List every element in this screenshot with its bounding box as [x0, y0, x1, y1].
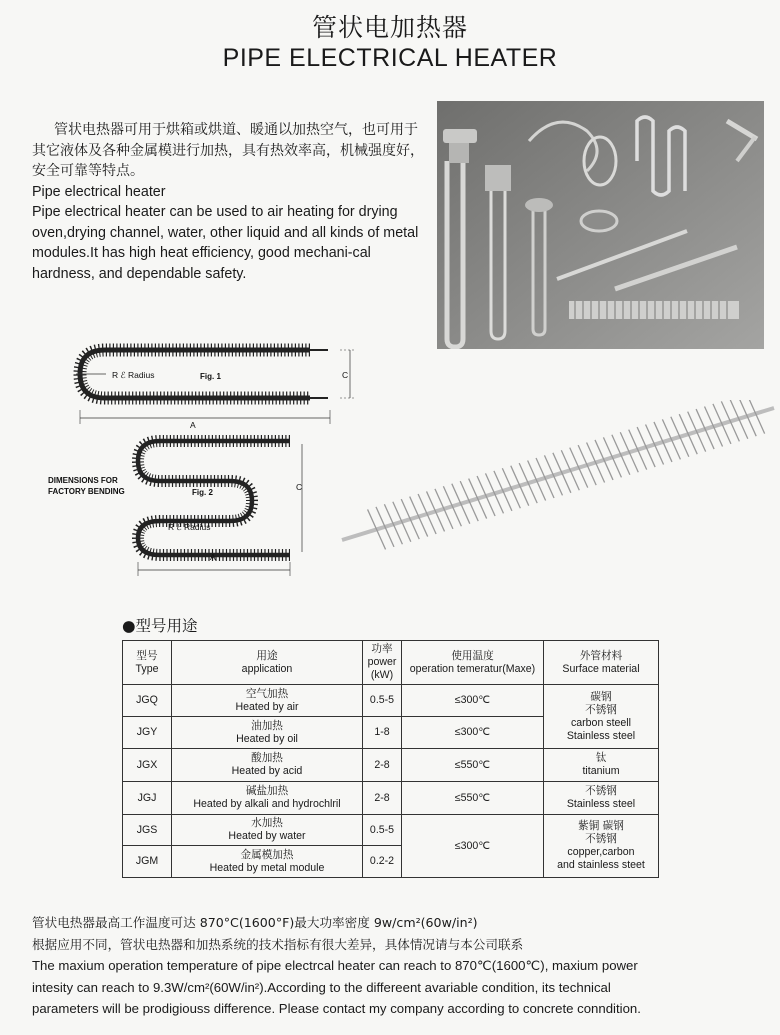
fig1-dim-a: A [190, 420, 196, 430]
fig2-dim-a: A [210, 552, 216, 562]
table-header-row [123, 641, 659, 685]
footer-cn-2: 根据应用不同，管状电热器和加热系统的技术指标有很大差异，具体情况请与本公司联系 [32, 936, 524, 952]
page-title-english: PIPE ELECTRICAL HEATER [222, 44, 558, 72]
footer-en-1: The maxium operation temperature of pipe electrcal heater can reach to 870℃(1600℃), maxium power [32, 958, 638, 973]
material-titanium: 钛 titanium [544, 749, 659, 782]
fig2-dim-c: C [296, 482, 303, 492]
footer-cn-1: 管状电热器最高工作温度可达 870°C(1600°F)最大功率密度 9w/cm²(60w/in²) [32, 915, 478, 930]
fig1-label: Fig. 1 [200, 372, 221, 381]
spec-table [122, 640, 659, 878]
table-row: JGM 金属模加热 Heated by metal module 0.2-2 [123, 846, 659, 878]
fig2-note-line2: FACTORY BENDING [48, 487, 125, 496]
table-row: JGY 油加热 Heated by oil 1-8 ≤300℃ [123, 717, 659, 749]
footer-notes [32, 912, 752, 1020]
header-power: 功率 power (kW) [363, 641, 402, 685]
table-row: JGJ 碱盐加热 Heated by alkali and hydrochlril 2-8 ≤550℃ 不锈钢 Stainless steel [123, 782, 659, 815]
footer-en-3: parameters will be prodigiouss difference. Please contact my company according to concrete conndition. [32, 1001, 641, 1016]
fig1-dim-c: C [342, 370, 349, 380]
intro-english-heading: Pipe electrical heater [32, 183, 166, 200]
bending-diagrams [40, 338, 370, 578]
finned-pipe-photo [340, 400, 780, 580]
intro-text [32, 120, 430, 284]
fig1-radius-label: R ℰ Radius [112, 370, 155, 380]
page-title-chinese: 管状电加热器 [311, 13, 468, 42]
temp-merged: ≤300℃ [402, 815, 544, 878]
header-temperature: 使用温度 operation temeratur(Maxe) [402, 641, 544, 685]
fig2-heater-drawing [48, 441, 302, 576]
footer-en-2: intesity can reach to 9.3W/cm²(60W/in²).According to the differeent avariable condition, its technical [32, 979, 611, 995]
table-row: JGX 酸加热 Heated by acid 2-8 ≤550℃ 钛 titanium [123, 749, 659, 782]
product-photo [437, 101, 764, 349]
table-row: JGQ 空气加热 Heated by air 0.5-5 ≤300℃ 碳钢 不锈钢 carbon steell Stainless steel [123, 685, 659, 717]
intro-chinese: 管状电热器可用于烘箱或烘道、暖通以加热空气，也可用于其它液体及各种金属模进行加热，具有热效率高，机械强度好，安全可靠等特点。 [32, 122, 424, 179]
material-copper-carbon: 紫铜 碳钢 不锈钢 copper,carbon and stainless steet [544, 815, 659, 878]
header-type: 型号 Type [123, 641, 172, 685]
intro-english-body: Pipe electrical heater can be used to air heating for drying oven,drying channel, water, other liquid and all kinds of metal modules.It has high heat efficiency, good mechani-cal hardness, and dependable safety. [32, 204, 419, 282]
header-application: 用途 application [172, 641, 363, 685]
table-row: JGS 水加热 Heated by water 0.5-5 ≤300℃ 紫铜 碳钢 不锈钢 copper,carbon and stainless steet [123, 815, 659, 846]
fig2-note-line1: DIMENSIONS FOR [48, 476, 118, 485]
fig2-radius-label: R ℰ Radius [168, 522, 211, 532]
fig1-heater-drawing [76, 350, 356, 430]
section-title: ●型号用途 [122, 617, 198, 635]
header-material: 外管材料 Surface material [544, 641, 659, 685]
material-stainless: 不锈钢 Stainless steel [544, 782, 659, 815]
fig2-label: Fig. 2 [192, 488, 213, 497]
material-carbon-stainless: 碳钢 不锈钢 carbon steell Stainless steel [544, 685, 659, 749]
